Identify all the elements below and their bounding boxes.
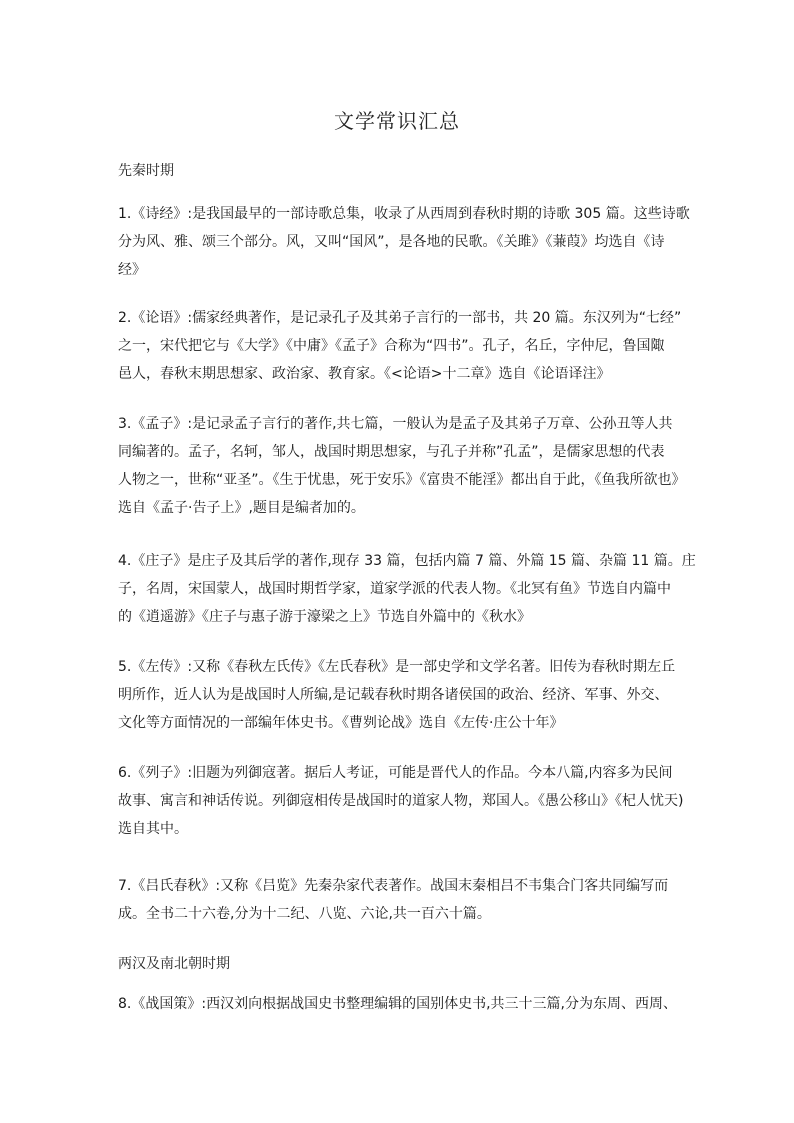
section-heading-han: 两汉及南北朝时期	[118, 956, 230, 972]
text-line: 人物之一，世称“亚圣”。《生于忧患，死于安乐》《富贵不能淫》都出自于此，《鱼我所欲也》	[118, 472, 686, 488]
paragraph-liezi	[118, 759, 684, 843]
text-line: 1.《诗经》:是我国最早的一部诗歌总集，收录了从西周到春秋时期的诗歌 305 篇。这些诗歌	[118, 206, 690, 222]
text-line: 分为风、雅、颂三个部分。风，又叫“国风”，是各地的民歌。《关雎》《蒹葭》均选自《诗	[118, 234, 665, 250]
paragraph-mengzi	[118, 410, 686, 522]
text-line: 成。全书二十六卷,分为十二纪、八览、六论,共一百六十篇。	[118, 906, 491, 922]
section-heading-pre-qin: 先秦时期	[118, 163, 174, 179]
text-line: 明所作，近人认为是战国时人所编,是记载春秋时期各诸侯国的政治、经济、军事、外交、	[118, 687, 669, 703]
text-line: 3.《孟子》:是记录孟子言行的著作,共七篇，一般认为是孟子及其弟子万章、公孙丑等人共	[118, 416, 673, 432]
paragraph-zuozhuan	[118, 653, 678, 737]
text-line: 2.《论语》:儒家经典著作，是记录孔子及其弟子言行的一部书，共 20 篇。东汉列为“七经”	[118, 310, 682, 326]
text-line: 8.《战国策》:西汉刘向根据战国史书整理编辑的国别体史书,共三十三篇,分为东周、西周、	[118, 996, 677, 1012]
text-line: 选自《孟子·告子上》,题目是编者加的。	[118, 500, 365, 516]
text-line: 子，名周，宋国蒙人，战国时期哲学家，道家学派的代表人物。《北冥有鱼》节选自内篇中	[118, 581, 671, 597]
text-line: 7.《吕氏春秋》:又称《吕览》先秦杂家代表著作。战国末秦相吕不韦集合门客共同编写而	[118, 878, 669, 894]
text-line: 5.《左传》:又称《春秋左氏传》《左氏春秋》是一部史学和文学名著。旧传为春秋时期左丘	[118, 659, 676, 675]
text-line: 邑人，春秋末期思想家、政治家、教育家。《<论语>十二章》选自《论语译注》	[118, 366, 611, 382]
document-title: 文学常识汇总	[334, 109, 460, 133]
text-line: 经》	[118, 262, 146, 278]
text-line: 文化等方面情况的一部编年体史书。《曹刿论战》选自《左传·庄公十年》	[118, 715, 564, 731]
paragraph-zhanguoce	[118, 990, 678, 1018]
text-line: 的《逍遥游》《庄子与惠子游于濠梁之上》节选自外篇中的《秋水》	[118, 609, 531, 625]
text-line: 之一，宋代把它与《大学》《中庸》《孟子》合称为“四书”。孔子，名丘，字仲尼，鲁国陬	[118, 338, 665, 354]
text-line: 同编著的。孟子，名轲，邹人，战国时期思想家，与孔子并称”孔孟”，是儒家思想的代表	[118, 444, 665, 460]
text-line: 4.《庄子》是庄子及其后学的著作,现存 33 篇，包括内篇 7 篇、外篇 15 篇、杂篇 11 篇。庄	[118, 553, 696, 569]
text-line: 故事、寓言和神话传说。列御寇相传是战国时的道家人物，郑国人。《愚公移山》《杞人忧天)	[118, 793, 684, 809]
text-line: 6.《列子》:旧题为列御寇著。据后人考证，可能是晋代人的作品。今本八篇,内容多为民间	[118, 765, 673, 781]
paragraph-lunyu	[118, 304, 682, 388]
text-line: 选自其中。	[118, 821, 188, 837]
paragraph-lushichunqiu	[118, 872, 678, 928]
paragraph-shijing	[118, 200, 690, 284]
paragraph-zhuangzi	[118, 547, 696, 631]
